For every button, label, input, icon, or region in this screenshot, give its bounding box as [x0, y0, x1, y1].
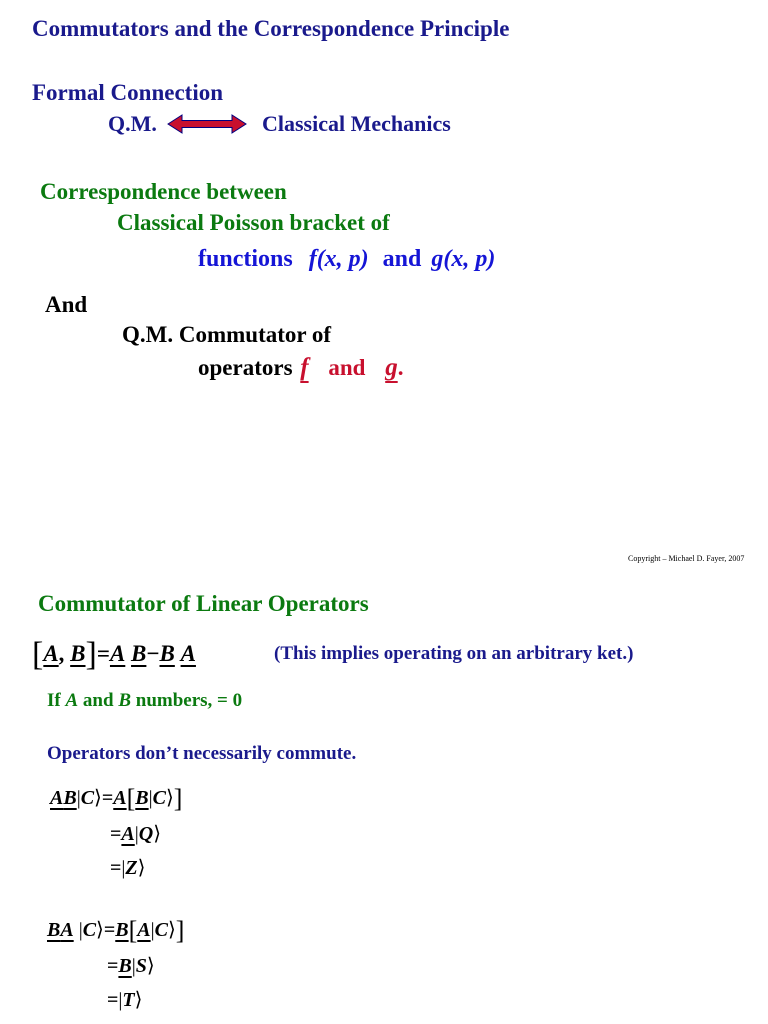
op-a-b: A — [113, 787, 127, 809]
op-b-inner: B — [135, 787, 149, 809]
if-b: B — [118, 690, 131, 711]
if-numbers-line — [47, 690, 242, 712]
f-operator: f — [300, 354, 309, 381]
ket-c2: C — [82, 919, 97, 941]
comm-a3: A — [180, 641, 196, 666]
comm-b2: B — [131, 641, 147, 666]
ba-ket-line1: BA |C⟩=B[A|C⟩] — [47, 916, 185, 945]
f-symbol: f — [308, 246, 317, 272]
g-args: (x, p) — [443, 246, 496, 272]
ba-ket-line2: =B|S⟩ — [107, 955, 155, 977]
eq2: = — [110, 823, 122, 845]
g-operator: g — [385, 354, 398, 381]
op-a: A — [50, 787, 64, 809]
double-arrow-icon — [166, 113, 248, 135]
ket-c2-inner: C — [154, 919, 168, 941]
if-word: If — [47, 690, 61, 711]
right-bracket: ] — [85, 636, 97, 673]
implies-note: (This implies operating on an arbitrary ket.) — [274, 643, 634, 664]
classical-mechanics-label: Classical Mechanics — [262, 111, 451, 136]
op-b: B — [63, 787, 77, 809]
commutator-definition — [32, 638, 196, 672]
correspondence-between-heading: Correspondence between — [40, 179, 287, 204]
ket-q: Q — [138, 823, 154, 845]
comm-a: A — [43, 641, 59, 666]
and-word: and — [382, 246, 422, 272]
f-args: (x, p) — [316, 246, 369, 272]
operators-period: . — [397, 355, 404, 380]
ab-ket-line3: =|Z⟩ — [110, 857, 146, 879]
left-bracket: [ — [32, 636, 44, 673]
op-b-a: B — [115, 919, 129, 941]
comm-minus: − — [146, 641, 160, 666]
and-word-red: and — [328, 355, 366, 380]
eq4: = — [103, 919, 116, 941]
functions-word: functions — [198, 246, 293, 272]
op-b-s: B — [118, 955, 132, 977]
dont-commute-line: Operators don’t necessarily commute. — [47, 743, 357, 764]
ket-t: T — [122, 989, 135, 1011]
op-a-inner: A — [137, 919, 151, 941]
ab-ket-line1: AB|C⟩=A[B|C⟩] — [50, 784, 183, 813]
if-rest: numbers, = 0 — [135, 690, 243, 711]
op-a-q: A — [121, 823, 135, 845]
slide2-title: Commutator of Linear Operators — [38, 591, 369, 616]
qm-commutator-line: Q.M. Commutator of — [122, 322, 332, 347]
ket-s: S — [135, 955, 147, 977]
eq5: = — [107, 955, 119, 977]
op-a2: A — [60, 919, 74, 941]
copyright-notice: Copyright – Michael D. Fayer, 2007 — [628, 554, 745, 563]
qm-label: Q.M. — [108, 111, 157, 136]
op-b2: B — [47, 919, 61, 941]
comm-b3: B — [159, 641, 175, 666]
ket-c-inner: C — [152, 787, 166, 809]
if-and: and — [82, 690, 114, 711]
ket-z: Z — [125, 857, 138, 879]
classical-poisson-line: Classical Poisson bracket of — [117, 210, 390, 235]
comm-a2: A — [109, 641, 126, 666]
and-line: And — [45, 292, 88, 317]
ab-ket-line2: =A|Q⟩ — [110, 823, 162, 845]
operators-word: operators — [198, 355, 293, 380]
ket-c: C — [80, 787, 95, 809]
operators-line — [198, 354, 403, 382]
slide1-title: Commutators and the Correspondence Principle — [32, 16, 510, 41]
functions-line — [198, 246, 495, 273]
comm-equals: = — [96, 641, 110, 666]
eq6: = — [107, 989, 119, 1011]
if-a: A — [65, 690, 79, 711]
g-symbol: g — [431, 246, 444, 272]
eq1: = — [101, 787, 114, 809]
ba-ket-line3: =|T⟩ — [107, 989, 143, 1011]
eq3: = — [110, 857, 122, 879]
comm-b: B — [70, 641, 86, 666]
comm-comma: , — [58, 641, 65, 666]
formal-connection-heading: Formal Connection — [32, 80, 224, 105]
